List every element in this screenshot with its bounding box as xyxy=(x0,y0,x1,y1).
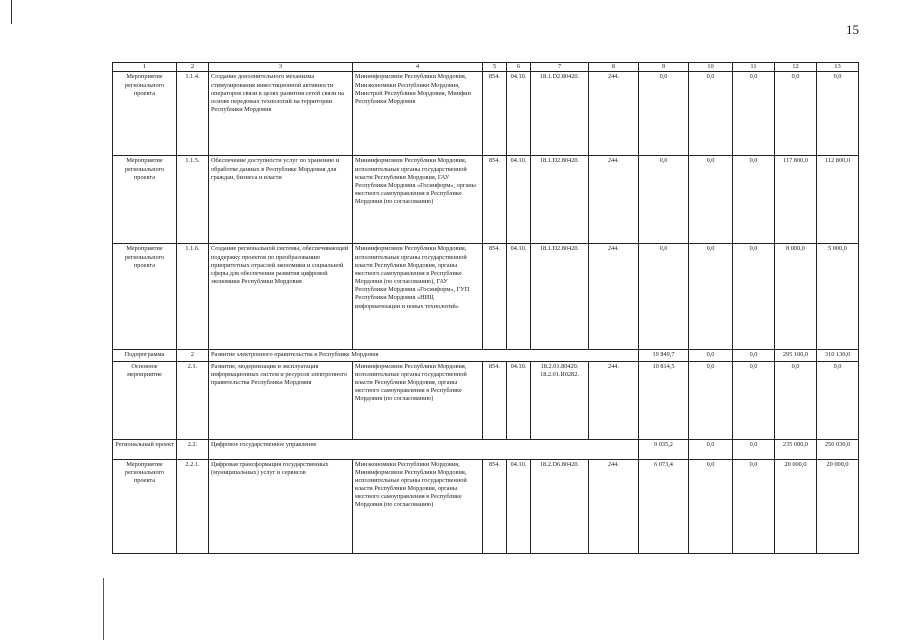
row-csr: 18.1.D2.80420. xyxy=(531,244,589,350)
row-value-10: 0,0 xyxy=(689,156,733,244)
header-cell: 10 xyxy=(689,63,733,72)
row-rzpr: 04.10. xyxy=(507,244,531,350)
last-event-value-9: 6 073,4 xyxy=(639,459,689,553)
main-event-value-11: 0,0 xyxy=(733,361,775,439)
page-number: 15 xyxy=(846,22,859,37)
last-event-grbs: 854. xyxy=(483,459,507,553)
regional-project-kind: Региональный проект xyxy=(113,439,177,459)
row-value-9: 0,0 xyxy=(639,244,689,350)
last-event-value-13: 20 000,0 xyxy=(817,459,859,553)
regional-project-value-13: 250 030,0 xyxy=(817,439,859,459)
table-row xyxy=(113,156,859,244)
last-event-value-10: 0,0 xyxy=(689,459,733,553)
main-event-kind: Основное мероприятие xyxy=(113,361,177,439)
header-cell: 7 xyxy=(531,63,589,72)
row-executors: Мининформсвязи Республики Мордовия, исполнительные органы государственной власти Республики Мордовия, ГАУ Республики Мордовия «Госинформ», органы местного самоуправления в Республике Мордовия (по согласованию) xyxy=(353,156,483,244)
row-name: Создание дополнительного механизма стимулирования инвестиционной активности операторов связи в целях развития сетей связи на основе передовых технологий на территории Республики Мордовия xyxy=(209,72,353,156)
last-event-number: 2.2.1. xyxy=(177,459,209,553)
row-csr: 18.1.D2.80420. xyxy=(531,72,589,156)
main-event-csr-2: 18.2.01.R0282. xyxy=(540,370,579,378)
header-cell: 5 xyxy=(483,63,507,72)
last-event-rzpr: 04.10. xyxy=(507,459,531,553)
last-event-name: Цифровая трансформация государственных (муниципальных) услуг и сервисов xyxy=(209,459,353,553)
row-value-11: 0,0 xyxy=(733,72,775,156)
subprogram-value-10: 0,0 xyxy=(689,350,733,361)
row-number: 1.1.6. xyxy=(177,244,209,350)
main-event-value-12: 0,0 xyxy=(775,361,817,439)
header-cell: 9 xyxy=(639,63,689,72)
last-event-csr: 18.2.D6.80420. xyxy=(531,459,589,553)
last-event-executors: Минэкономики Республики Мордовия, Мининформсвязи Республики Мордовия, исполнительные органы государственной власти Республики Мордовия, органы местного самоуправления в Республике Мордовия (по согласованию) xyxy=(353,459,483,553)
last-event-value-11: 0,0 xyxy=(733,459,775,553)
header-cell: 8 xyxy=(589,63,639,72)
regional-project-name: Цифровое государственное управление xyxy=(209,439,639,459)
row-name: Обеспечение доступности услуг по хранению и обработке данных в Республике Мордовия для граждан, бизнеса и власти xyxy=(209,156,353,244)
main-event-name: Развитие, модернизация и эксплуатация информационных систем и ресурсов электронного правительства Республики Мордовия xyxy=(209,361,353,439)
row-value-10: 0,0 xyxy=(689,244,733,350)
header-row xyxy=(113,63,859,72)
row-value-9: 0,0 xyxy=(639,72,689,156)
row-executors: Мининформсвязи Республики Мордовия, Минэкономики Республики Мордовия, Минстрой Республики Мордовия, Минфин Республики Мордовия xyxy=(353,72,483,156)
row-number: 1.1.4. xyxy=(177,72,209,156)
row-vr: 244. xyxy=(589,156,639,244)
row-kind: Мероприятие регионального проекта xyxy=(113,156,177,244)
header-cell: 13 xyxy=(817,63,859,72)
row-value-11: 0,0 xyxy=(733,156,775,244)
regional-project-number: 2.2. xyxy=(177,439,209,459)
regional-project-row xyxy=(113,439,859,459)
binding-margin-line-lower xyxy=(103,578,104,640)
row-value-9: 0,0 xyxy=(639,156,689,244)
main-event-row xyxy=(113,361,859,439)
main-event-csr xyxy=(531,361,589,439)
main-event-value-9: 10 814,5 xyxy=(639,361,689,439)
last-event-value-12: 20 000,0 xyxy=(775,459,817,553)
row-number: 1.1.5. xyxy=(177,156,209,244)
header-cell: 1 xyxy=(113,63,177,72)
last-event-vr: 244. xyxy=(589,459,639,553)
main-event-value-13: 0,0 xyxy=(817,361,859,439)
row-rzpr: 04.10. xyxy=(507,72,531,156)
row-value-12: 117 800,0 xyxy=(775,156,817,244)
row-grbs: 854. xyxy=(483,72,507,156)
table-row xyxy=(113,72,859,156)
subprogram-name: Развитие электронного правительства в Республике Мордовия xyxy=(209,350,639,361)
binding-margin-line xyxy=(11,0,12,24)
subprogram-value-12: 295 100,0 xyxy=(775,350,817,361)
header-cell: 3 xyxy=(209,63,353,72)
row-value-10: 0,0 xyxy=(689,72,733,156)
row-vr: 244. xyxy=(589,244,639,350)
last-event-row xyxy=(113,459,859,553)
row-kind: Мероприятие регионального проекта xyxy=(113,244,177,350)
regional-project-value-10: 0,0 xyxy=(689,439,733,459)
row-value-12: 8 000,0 xyxy=(775,244,817,350)
header-cell: 11 xyxy=(733,63,775,72)
subprogram-number: 2 xyxy=(177,350,209,361)
row-value-11: 0,0 xyxy=(733,244,775,350)
regional-project-value-12: 235 000,0 xyxy=(775,439,817,459)
main-event-executors: Мининформсвязи Республики Мордовия, исполнительные органы государственной власти Республики Мордовия, органы местного самоуправления в Республике Мордовия (по согласованию) xyxy=(353,361,483,439)
header-cell: 6 xyxy=(507,63,531,72)
row-executors: Мининформсвязи Республики Мордовия, исполнительные органы государственной власти Республики Мордовия, органы местного самоуправления в Республике Мордовия (по согласованию), ГАУ Республики Мордовия «Госинформ», ГУП Республики Мордовия «НИЦ информатизации и новых технологий» xyxy=(353,244,483,350)
row-rzpr: 04.10. xyxy=(507,156,531,244)
row-value-12: 0,0 xyxy=(775,72,817,156)
last-event-kind: Мероприятие регионального проекта xyxy=(113,459,177,553)
subprogram-value-9: 19 849,7 xyxy=(639,350,689,361)
header-cell: 12 xyxy=(775,63,817,72)
header-cell: 2 xyxy=(177,63,209,72)
budget-table xyxy=(112,62,859,554)
row-name: Создание региональной системы, обеспечивающей поддержку проектов по преобразованию приоритетных отраслей экономики и социальной сферы для обеспечения развития цифровой экономики Республики Мордовия xyxy=(209,244,353,350)
row-grbs: 854. xyxy=(483,156,507,244)
table-row xyxy=(113,244,859,350)
main-event-value-10: 0,0 xyxy=(689,361,733,439)
subprogram-kind: Подпрограмма xyxy=(113,350,177,361)
row-grbs: 854. xyxy=(483,244,507,350)
main-event-csr-1: 18.2.01.80420. xyxy=(540,362,579,370)
row-csr: 18.1.D2.80420. xyxy=(531,156,589,244)
header-cell: 4 xyxy=(353,63,483,72)
subprogram-value-11: 0,0 xyxy=(733,350,775,361)
row-value-13: 5 000,0 xyxy=(817,244,859,350)
subprogram-value-13: 310 130,0 xyxy=(817,350,859,361)
row-kind: Мероприятие регионального проекта xyxy=(113,72,177,156)
regional-project-value-11: 0,0 xyxy=(733,439,775,459)
row-vr: 244. xyxy=(589,72,639,156)
main-event-vr: 244. xyxy=(589,361,639,439)
main-event-number: 2.1. xyxy=(177,361,209,439)
main-event-rzpr: 04.10. xyxy=(507,361,531,439)
row-value-13: 112 800,0 xyxy=(817,156,859,244)
regional-project-value-9: 9 035,2 xyxy=(639,439,689,459)
main-event-grbs: 854. xyxy=(483,361,507,439)
row-value-13: 0,0 xyxy=(817,72,859,156)
subprogram-row xyxy=(113,350,859,361)
